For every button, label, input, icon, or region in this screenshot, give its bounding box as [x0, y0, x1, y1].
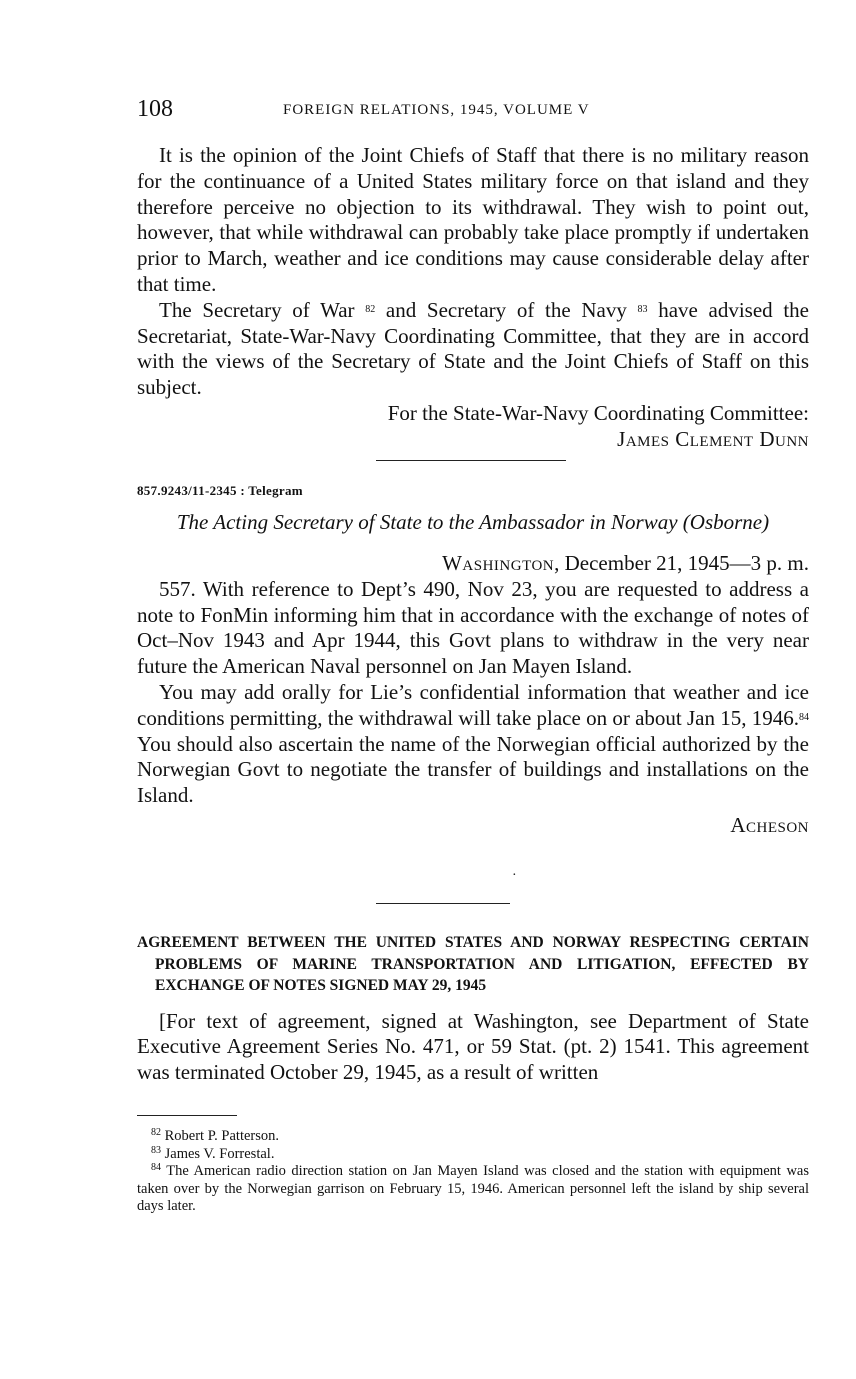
footnote-text: The American radio direction station on Jan Mayen Island was closed and the station with equipment was taken over by the Norwegian garrison on February 15, 1946. American personnel left the island by ship several days later. [137, 1163, 809, 1214]
footnote-number: 82 [151, 1127, 161, 1138]
dateline-place: Washington [442, 551, 555, 575]
telegram-paragraph-1: 557. With reference to Dept’s 490, Nov 23, you are requested to address a note to FonMin informing him that in accordance with the exchange of notes of Oct–Nov 1943 and Apr 1944, this Govt plans to withdraw in the very near future the American Naval personnel on Jan Mayen Island. [137, 576, 809, 679]
telegram-signature: Acheson [730, 812, 809, 837]
dateline [137, 551, 809, 577]
memo-body [137, 143, 809, 453]
footnote-83 [137, 1146, 809, 1164]
memo-signature: James Clement Dunn [617, 426, 809, 451]
page-number: 108 [137, 96, 173, 122]
footnotes [137, 1128, 809, 1216]
section-divider-1 [376, 460, 566, 461]
telegram-section [137, 483, 809, 839]
document-file-reference: 857.9243/11-2345 : Telegram [137, 483, 303, 498]
memo-paragraph-2 [137, 298, 809, 401]
section-divider-2 [376, 903, 510, 904]
footnote-text: James V. Forrestal. [164, 1145, 275, 1162]
stray-dot: · [512, 868, 517, 883]
agreement-heading: AGREEMENT BETWEEN THE UNITED STATES AND NORWAY RESPECTING CERTAIN PROBLEMS OF MARINE TRANSPORTATION AND LITIGATION, EFFECTED BY EXCHANGE OF NOTES SIGNED MAY 29, 1945 [137, 934, 809, 994]
memo-para2-part-a: The Secretary of War [159, 297, 355, 322]
document-title: The Acting Secretary of State to the Ambassador in Norway (Osborne) [176, 510, 770, 534]
telegram-para2-part-a: You may add orally for Lie’s confidential information that weather and ice conditions permitting, the withdrawal will take place on or about Jan 15, 1946. [137, 679, 809, 730]
footnote-text: Robert P. Patterson. [164, 1128, 280, 1144]
footnote-number: 83 [151, 1144, 161, 1156]
dateline-date: , December 21, 1945—3 p. m. [554, 551, 809, 575]
memo-closing: For the State-War-Navy Coordinating Committee: [387, 400, 809, 425]
memo-para2-part-b: and Secretary of the Navy [375, 297, 627, 322]
page-header [137, 96, 809, 126]
footnote-ref-82: 82 [365, 303, 376, 315]
agreement-text: [For text of agreement, signed at Washington, see Department of State Executive Agreement Series No. 471, or 59 Stat. (pt. 2) 1541. This agreement was terminated October 29, 1945, as a result of written [137, 1008, 809, 1085]
memo-para2-part-c: have advised the Secretariat, State-War-Navy Coordinating Committee, that they are in accord with the views of the Secretary of State and the Joint Chiefs of Staff on this subject. [137, 297, 810, 400]
footnote-number: 84 [151, 1162, 161, 1173]
telegram-para2-part-b: You should also ascertain the name of the Norwegian official authorized by the Norwegian Govt to negotiate the transfer of buildings and installations on the Island. [137, 731, 809, 808]
footnote-82 [137, 1128, 809, 1146]
telegram-paragraph-2 [137, 680, 809, 809]
memo-paragraph-1: It is the opinion of the Joint Chiefs of Staff that there is no military reason for the continuance of a United States military force on that island and they therefore perceive no objection to its withdrawal. They wish to point out, however, that while withdrawal can probably take place promptly if undertaken prior to March, weather and ice conditions may cause considerable delay after that time. [137, 143, 809, 296]
footnote-rule [137, 1115, 237, 1116]
running-head: FOREIGN RELATIONS, 1945, VOLUME V [283, 102, 590, 118]
footnote-ref-84: 84 [799, 711, 809, 723]
footnote-ref-83: 83 [637, 303, 648, 315]
agreement-section [137, 932, 809, 1086]
footnote-84 [137, 1163, 809, 1216]
